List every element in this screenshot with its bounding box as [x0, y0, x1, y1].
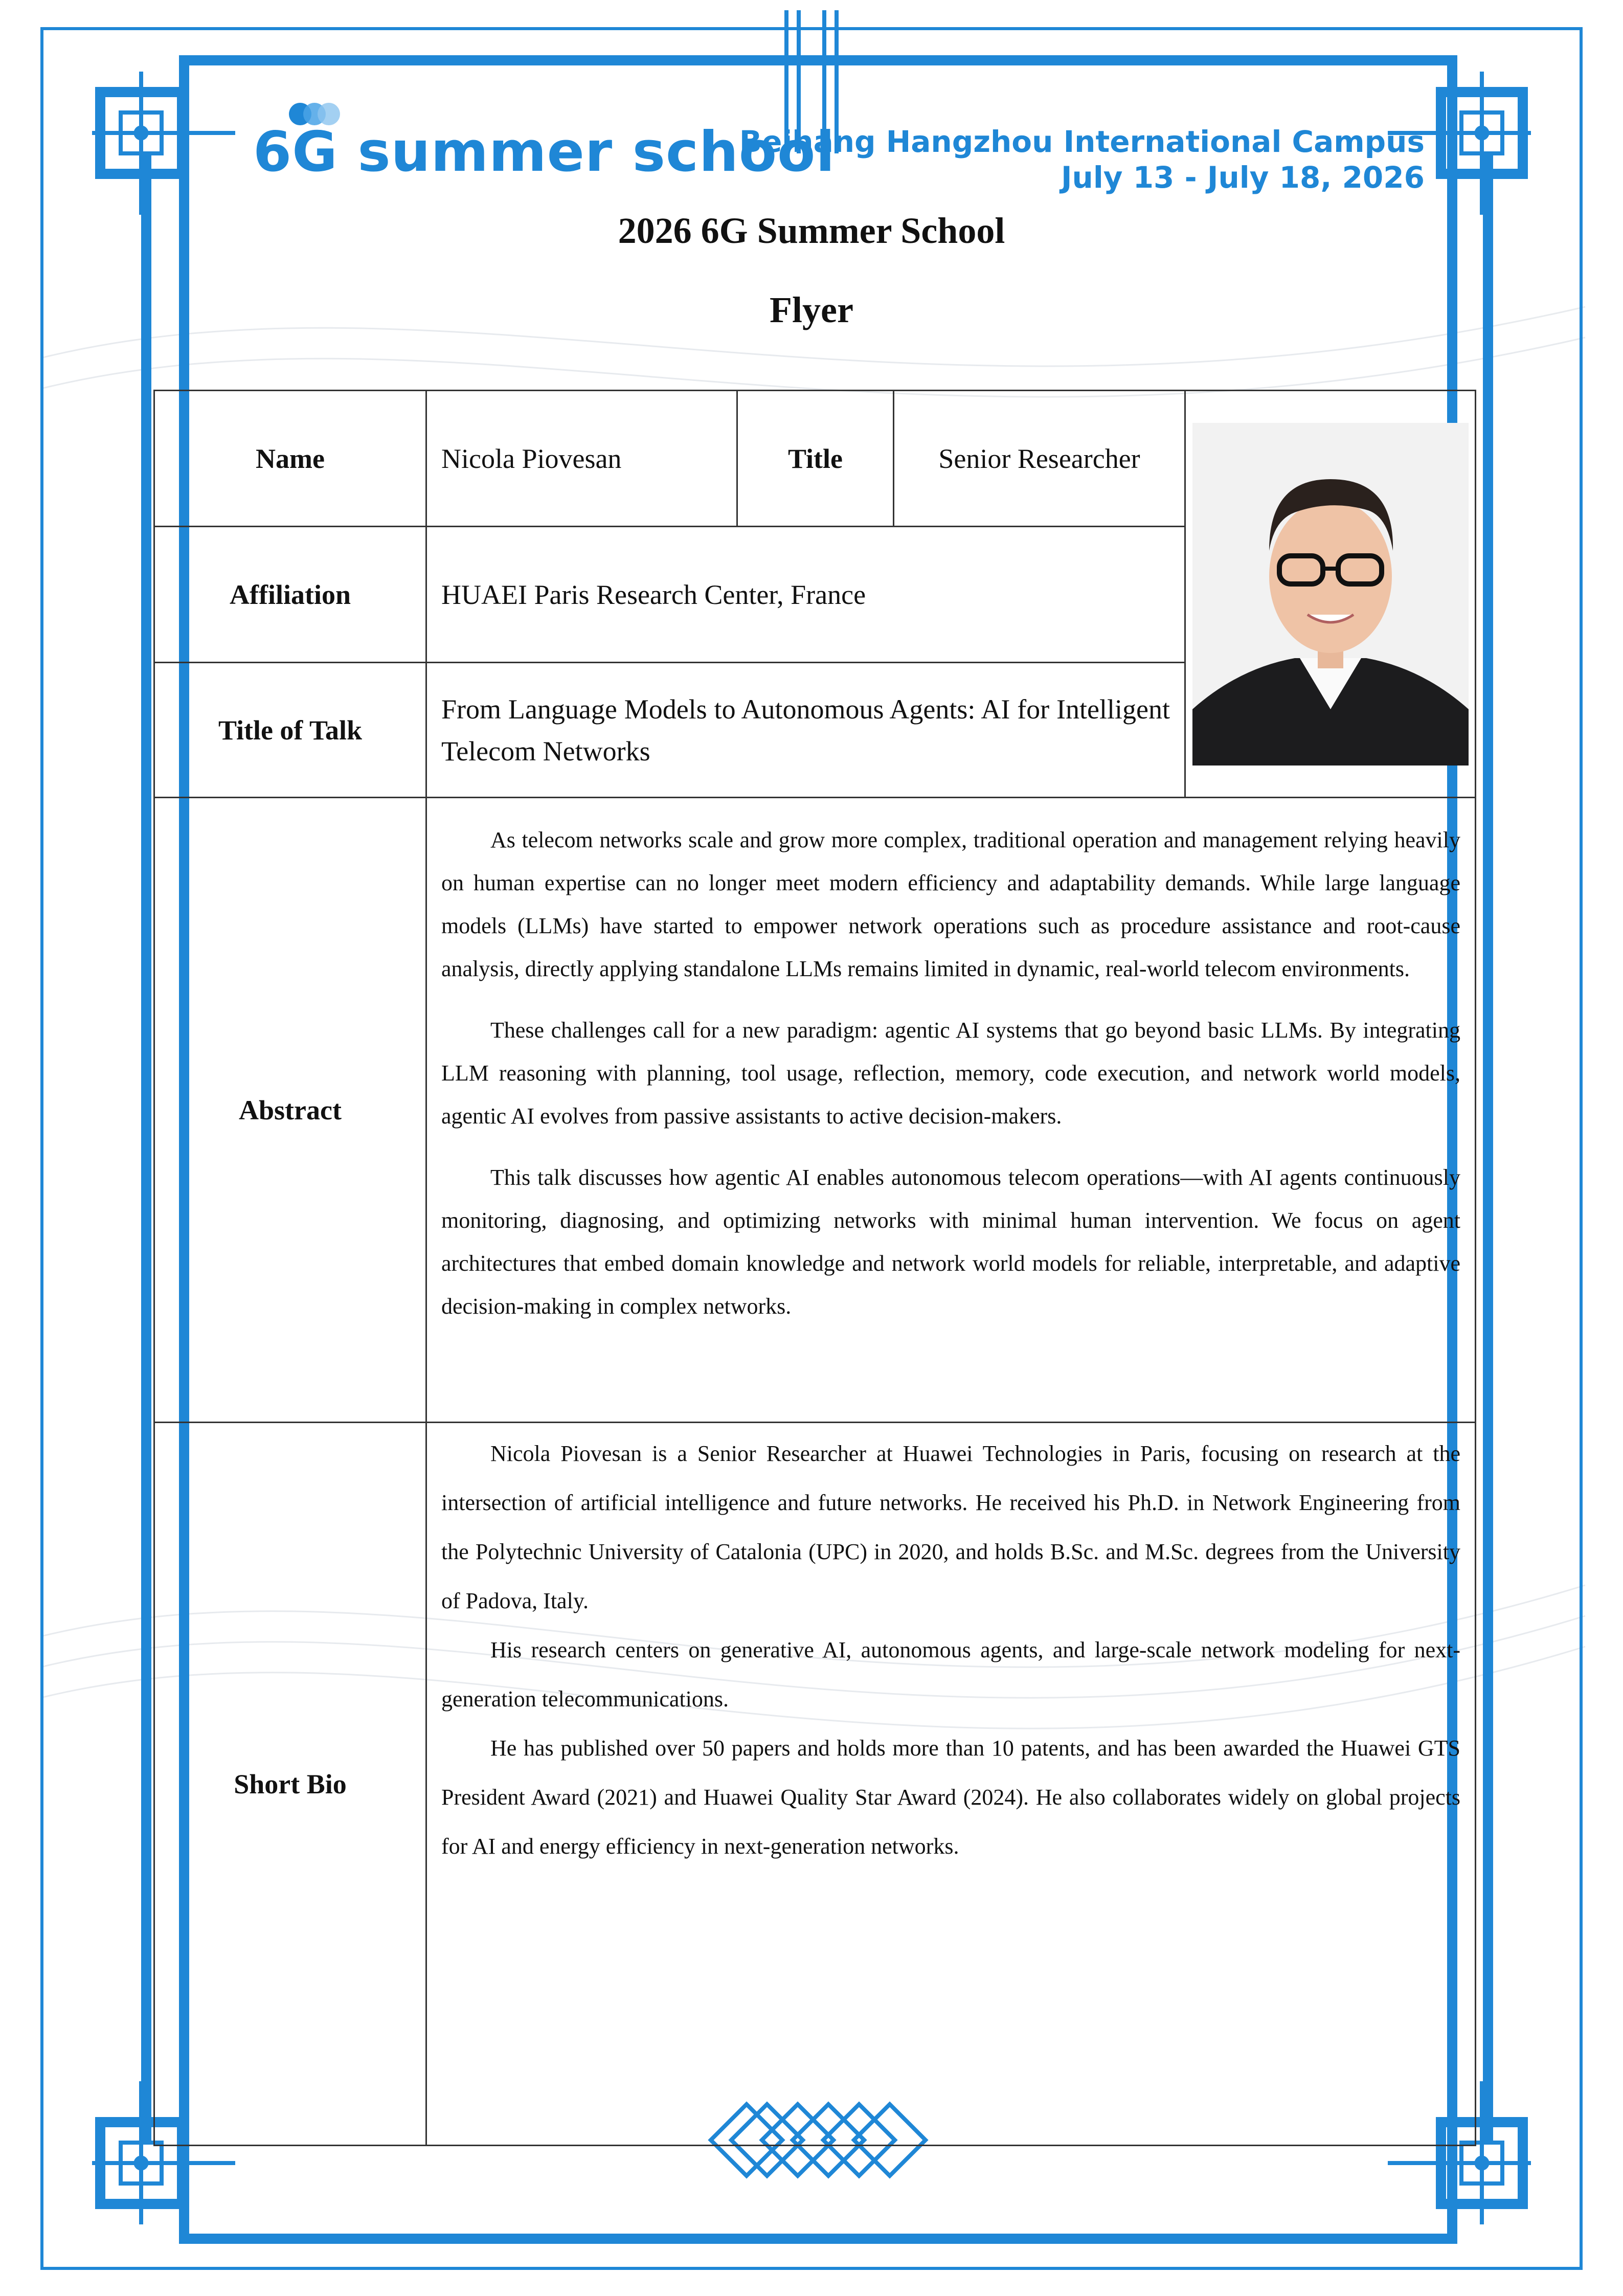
speaker-photo — [1192, 423, 1469, 766]
bio-row — [154, 1423, 1476, 2146]
name-row — [154, 391, 1476, 527]
event-dates: July 13 - July 18, 2026 — [1061, 160, 1425, 195]
abstract-row — [154, 798, 1476, 1423]
campus-info — [739, 124, 1425, 195]
school-logo: 6G summer school — [253, 120, 836, 184]
document-subtitle: Flyer — [770, 289, 853, 330]
speaker-title: Senior Researcher — [894, 391, 1185, 527]
speaker-photo-cell — [1185, 391, 1476, 798]
document-title: 2026 6G Summer School — [618, 210, 1005, 251]
bio-paragraph-1: Nicola Piovesan is a Senior Researcher at Huawei Technologies in Paris, focusing on research at the intersection of artificial intelligence and future networks. He received his Ph.D. in Network Engineering from the Polytechnic University of Catalonia (UPC) in 2020, and holds B.Sc. and M.Sc. degrees from the University of Padova, Italy. — [441, 1441, 1460, 1613]
title-label: Title — [737, 391, 894, 527]
abstract-label: Abstract — [154, 798, 426, 1423]
abstract-paragraph-2: These challenges call for a new paradigm: agentic AI systems that go beyond basic LLMs. By integrating LLM reasoning with planning, tool usage, reflection, memory, code execution, and network world models, agentic AI evolves from passive assistants to active decision-makers. — [441, 1018, 1460, 1129]
bio-cell — [426, 1423, 1476, 2146]
bio-paragraph-2: His research centers on generative AI, autonomous agents, and large-scale network modeling for next-generation telecommunications. — [441, 1637, 1460, 1712]
abstract-paragraph-3: This talk discusses how agentic AI enables autonomous telecom operations—with AI agents continuously monitoring, diagnosing, and optimizing networks with minimal human intervention. We focus on agent architectures that embed domain knowledge and network world models for reliable, interpretable, and adaptive decision-making in complex networks. — [441, 1165, 1460, 1319]
abstract-paragraph-1: As telecom networks scale and grow more complex, traditional operation and management relying heavily on human expertise can no longer meet modern efficiency and adaptability demands. While large language models (LLMs) have started to empower network operations such as procedure assistance and root-cause analysis, directly applying standalone LLMs remains limited in dynamic, real-world telecom environments. — [441, 827, 1460, 981]
affiliation-label: Affiliation — [154, 527, 426, 663]
corner-ornament-icon — [92, 72, 235, 215]
bio-paragraph-3: He has published over 50 papers and holds more than 10 patents, and has been awarded the Huawei GTS President Award (2021) and Huawei Quality Star Award (2024). He also collaborates widely on global projects for AI and energy efficiency in next-generation networks. — [441, 1736, 1460, 1859]
abstract-cell — [426, 798, 1476, 1423]
talk-title-cell — [426, 663, 1185, 798]
speaker-name: Nicola Piovesan — [426, 391, 737, 527]
talk-label: Title of Talk — [154, 663, 426, 798]
speaker-table — [153, 390, 1476, 2146]
speaker-affiliation: HUAEI Paris Research Center, France — [426, 527, 1185, 663]
name-label: Name — [154, 391, 426, 527]
campus-name: Beihang Hangzhou International Campus — [739, 124, 1425, 159]
bio-label: Short Bio — [154, 1423, 426, 2146]
talk-title: From Language Models to Autonomous Agents: AI for Intelligent Telecom Networks — [441, 693, 1170, 767]
